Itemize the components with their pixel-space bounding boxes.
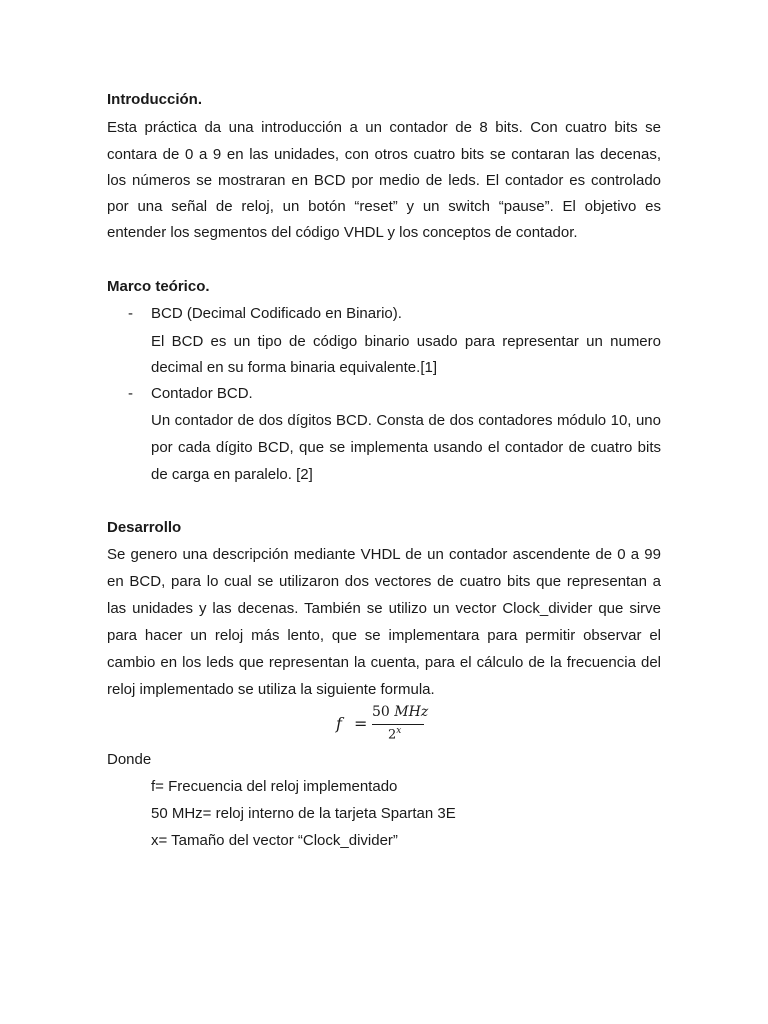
marco-item-line: decimal en su forma binaria equivalente.[1] xyxy=(151,359,437,376)
intro-line: por una señal de reloj, un botón “reset” y un switch “pause”. El objetivo es xyxy=(107,198,661,215)
desarrollo-line: cambio en los leds que representan la cuenta, para el cálculo de la frecuencia del xyxy=(107,654,661,671)
desarrollo-line: las unidades y las decenas. También se utilizo un vector Clock_divider que sirve xyxy=(107,600,661,617)
formula-equals: = xyxy=(354,714,368,733)
intro-line: contara de 0 a 9 en las unidades, con otros cuatro bits se contaran las decenas, xyxy=(107,146,661,163)
definition-line: f= Frecuencia del reloj implementado xyxy=(151,778,398,795)
formula-denominator: 2$^x$ xyxy=(388,726,402,743)
definition-line: x= Tamaño del vector “Clock_divider” xyxy=(151,832,398,849)
marco-item-line: por cada dígito BCD, que se implementa usando el contador de cuatro bits xyxy=(151,439,661,456)
desarrollo-line: para hacer un reloj más lento, que se implementara para permitir observar el xyxy=(107,627,661,644)
marco-item-title: BCD (Decimal Codificado en Binario). xyxy=(151,305,402,322)
desarrollo-line: en BCD, para lo cual se utilizaron dos vectores de cuatro bits que representan a xyxy=(107,573,661,590)
marco-item-line: Un contador de dos dígitos BCD. Consta de dos contadores módulo 10, uno xyxy=(151,412,661,429)
desarrollo-line: Se genero una descripción mediante VHDL de un contador ascendente de 0 a 99 xyxy=(107,546,661,563)
intro-line: Esta práctica da una introducción a un contador de 8 bits. Con cuatro bits se xyxy=(107,119,661,136)
formula-lhs: f xyxy=(336,714,342,733)
donde-label: Donde xyxy=(107,751,152,768)
desarrollo-heading: Desarrollo xyxy=(107,519,182,536)
formula-fraction-bar xyxy=(372,724,424,725)
intro-line: entender los segmentos del código VHDL y los conceptos de contador. xyxy=(107,224,578,241)
frequency-formula xyxy=(336,704,436,744)
definition-line: 50 MHz= reloj interno de la tarjeta Spartan 3E xyxy=(151,805,456,822)
marco-heading: Marco teórico. xyxy=(107,278,210,295)
desarrollo-line: reloj implementado se utiliza la siguiente formula. xyxy=(107,681,435,698)
bullet-dash: - xyxy=(128,385,133,402)
marco-item-line: El BCD es un tipo de código binario usado para representar un numero xyxy=(151,333,661,350)
intro-line: los números se mostraran en BCD por medio de leds. El contador es controlado xyxy=(107,172,661,189)
bullet-dash: - xyxy=(128,305,133,322)
marco-item-line: de carga en paralelo. [2] xyxy=(151,466,313,483)
formula-numerator: 50 MHz xyxy=(372,704,429,720)
marco-item-title: Contador BCD. xyxy=(151,385,253,402)
intro-heading: Introducción. xyxy=(107,91,202,108)
